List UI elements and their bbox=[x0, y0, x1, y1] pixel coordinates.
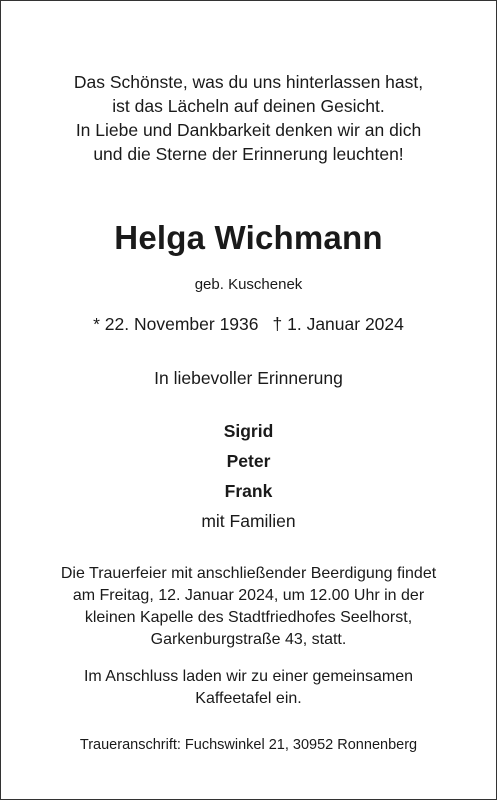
poem-line-1: Das Schönste, was du uns hinterlassen hast, bbox=[73, 72, 424, 92]
service-line-3: kleinen Kapelle des Stadtfriedhofes Seelhorst, bbox=[84, 609, 413, 626]
birth-date: * 22. November 1936 bbox=[93, 314, 259, 334]
mourner-name: Sigrid bbox=[223, 421, 274, 441]
reception-line-2: Kaffeetafel ein. bbox=[195, 690, 302, 707]
service-line-2: am Freitag, 12. Januar 2024, um 12.00 Uhr in der bbox=[72, 587, 425, 604]
mourner-name: Frank bbox=[224, 481, 273, 501]
mourning-address: Traueranschrift: Fuchswinkel 21, 30952 Ronnenberg bbox=[79, 737, 418, 753]
death-date: † 1. Januar 2024 bbox=[272, 314, 404, 334]
poem-line-2: ist das Lächeln auf deinen Gesicht. bbox=[112, 96, 385, 116]
service-line-4: Garkenburgstraße 43, statt. bbox=[150, 631, 347, 648]
memory-line: In liebevoller Erinnerung bbox=[154, 368, 343, 388]
family-line: mit Familien bbox=[201, 511, 296, 531]
reception-line-1: Im Anschluss laden wir zu einer gemeinsamen bbox=[83, 668, 414, 685]
life-dates bbox=[0, 314, 497, 335]
poem-line-4: und die Sterne der Erinnerung leuchten! bbox=[93, 144, 404, 164]
mourner-name: Peter bbox=[226, 451, 271, 471]
service-line-1: Die Trauerfeier mit anschließender Beerdigung findet bbox=[60, 565, 437, 582]
deceased-name: Helga Wichmann bbox=[114, 219, 383, 256]
birth-name: geb. Kuschenek bbox=[194, 276, 303, 293]
poem-line-3: In Liebe und Dankbarkeit denken wir an dich bbox=[75, 120, 422, 140]
